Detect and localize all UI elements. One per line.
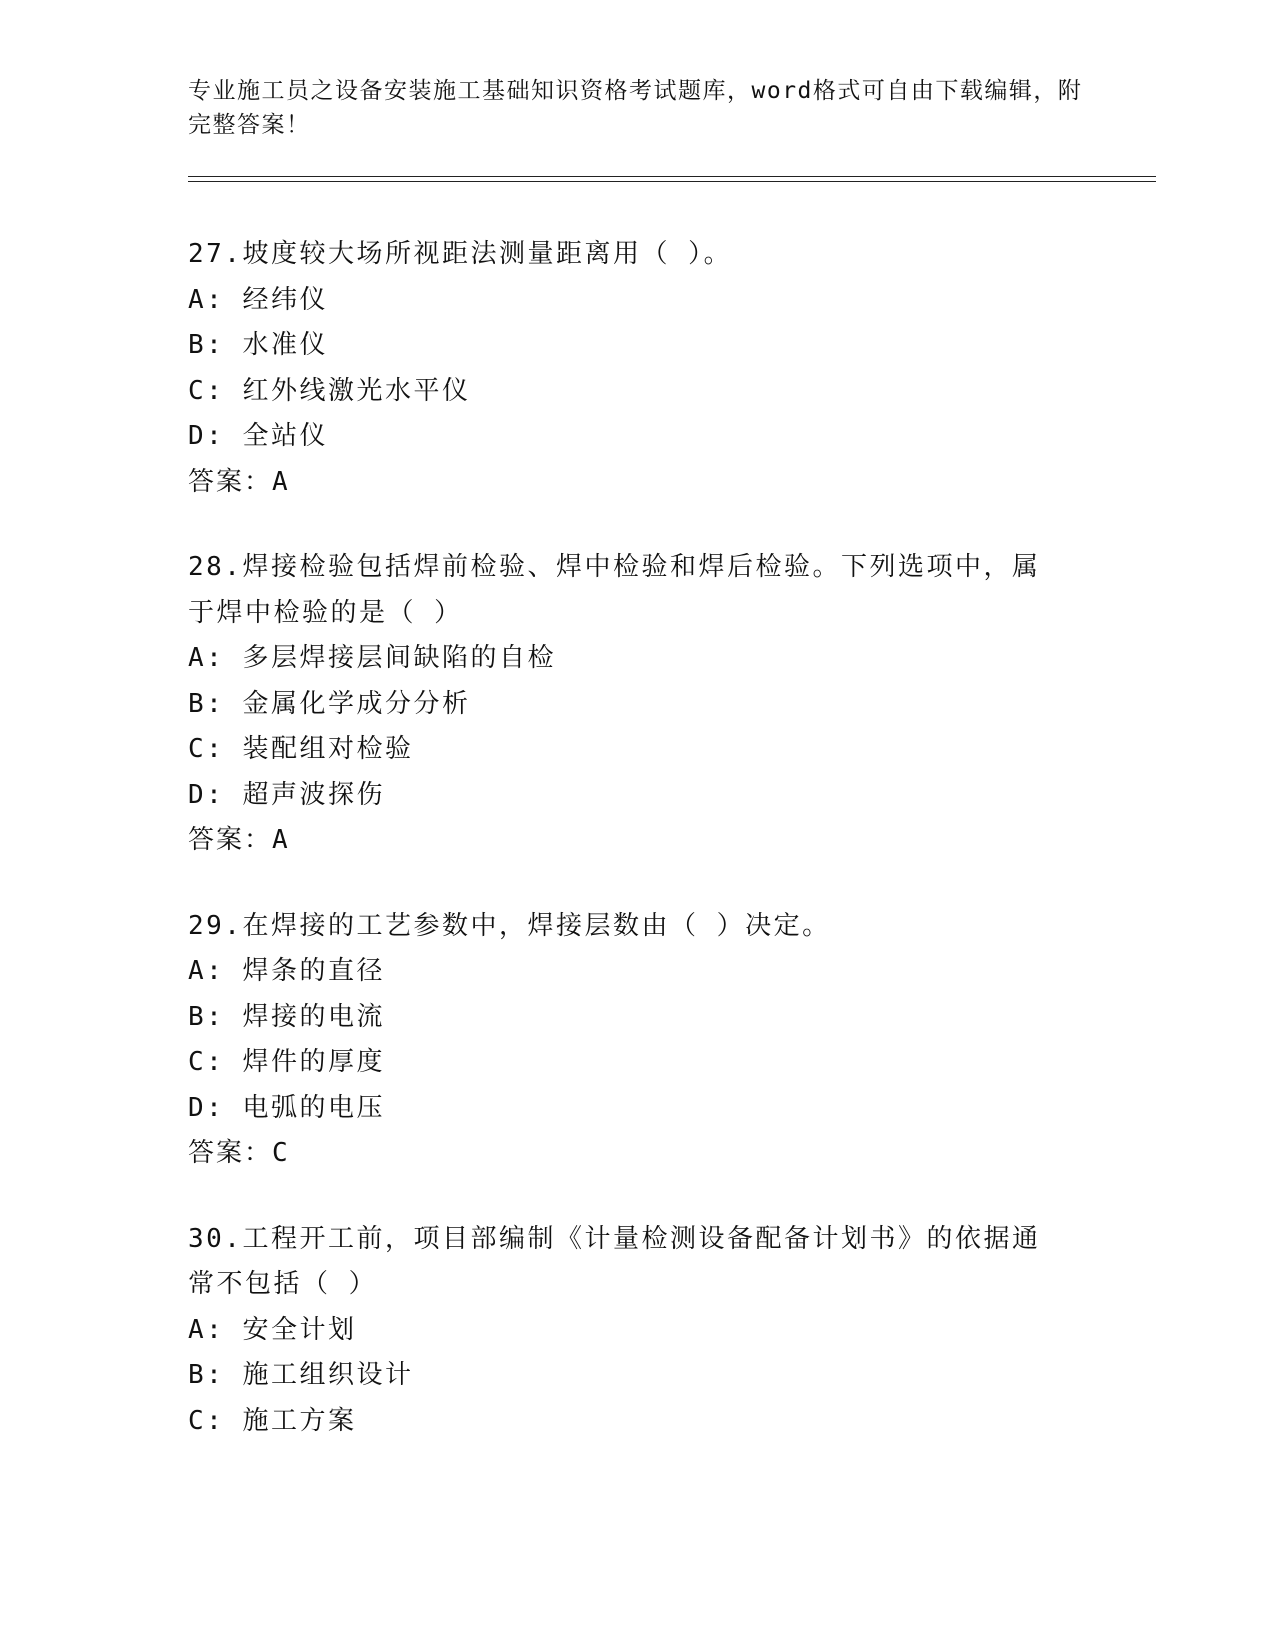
answer-label: 答案：: [188, 466, 273, 497]
option-a: A: 多层焊接层间缺陷的自检: [188, 643, 556, 673]
answer-line: [188, 818, 1088, 864]
document-header-title: 专业施工员之设备安装施工基础知识资格考试题库，word格式可自由下载编辑，附完整答案！: [188, 78, 1083, 138]
option-c: C: 焊件的厚度: [188, 1047, 385, 1077]
answer-line: [188, 1131, 1088, 1177]
option-b: B: 焊接的电流: [188, 1001, 385, 1032]
option-a: A: 经纬仪: [188, 284, 328, 315]
option-b: B: 施工组织设计: [188, 1360, 414, 1390]
option-c: C: 红外线激光水平仪: [188, 375, 471, 406]
option-d: D: 超声波探伤: [188, 779, 385, 810]
answer-label: 答案：: [188, 825, 273, 855]
question-30: [188, 1217, 1088, 1445]
question-stem: 28.焊接检验包括焊前检验、焊中检验和焊后检验。下列选项中，属于焊中检验的是（ ）: [188, 552, 1041, 628]
answer-line: [188, 460, 1088, 506]
question-27: [188, 232, 1088, 505]
option-c: C: 装配组对检验: [188, 734, 414, 764]
answer-value: A: [272, 825, 289, 855]
header-divider-top: [188, 176, 1156, 177]
option-b: B: 金属化学成分分析: [188, 688, 471, 719]
option-a: A: 焊条的直径: [188, 956, 385, 986]
header-divider-bottom: [188, 181, 1156, 182]
question-list: [188, 232, 1088, 1484]
option-d: D: 电弧的电压: [188, 1092, 385, 1123]
answer-value: A: [272, 466, 289, 497]
answer-label: 答案：: [188, 1138, 273, 1168]
option-c: C: 施工方案: [188, 1405, 357, 1436]
option-a: A: 安全计划: [188, 1314, 357, 1345]
question-29: [188, 904, 1088, 1177]
option-d: D: 全站仪: [188, 421, 328, 451]
question-28: [188, 545, 1088, 864]
answer-value: C: [272, 1138, 289, 1168]
question-stem: 27.坡度较大场所视距法测量距离用（ ）。: [188, 239, 733, 269]
option-b: B: 水准仪: [188, 330, 328, 360]
question-stem: 29.在焊接的工艺参数中，焊接层数由（ ）决定。: [188, 910, 831, 941]
question-stem: 30.工程开工前，项目部编制《计量检测设备配备计划书》的依据通常不包括（ ）: [188, 1223, 1041, 1299]
